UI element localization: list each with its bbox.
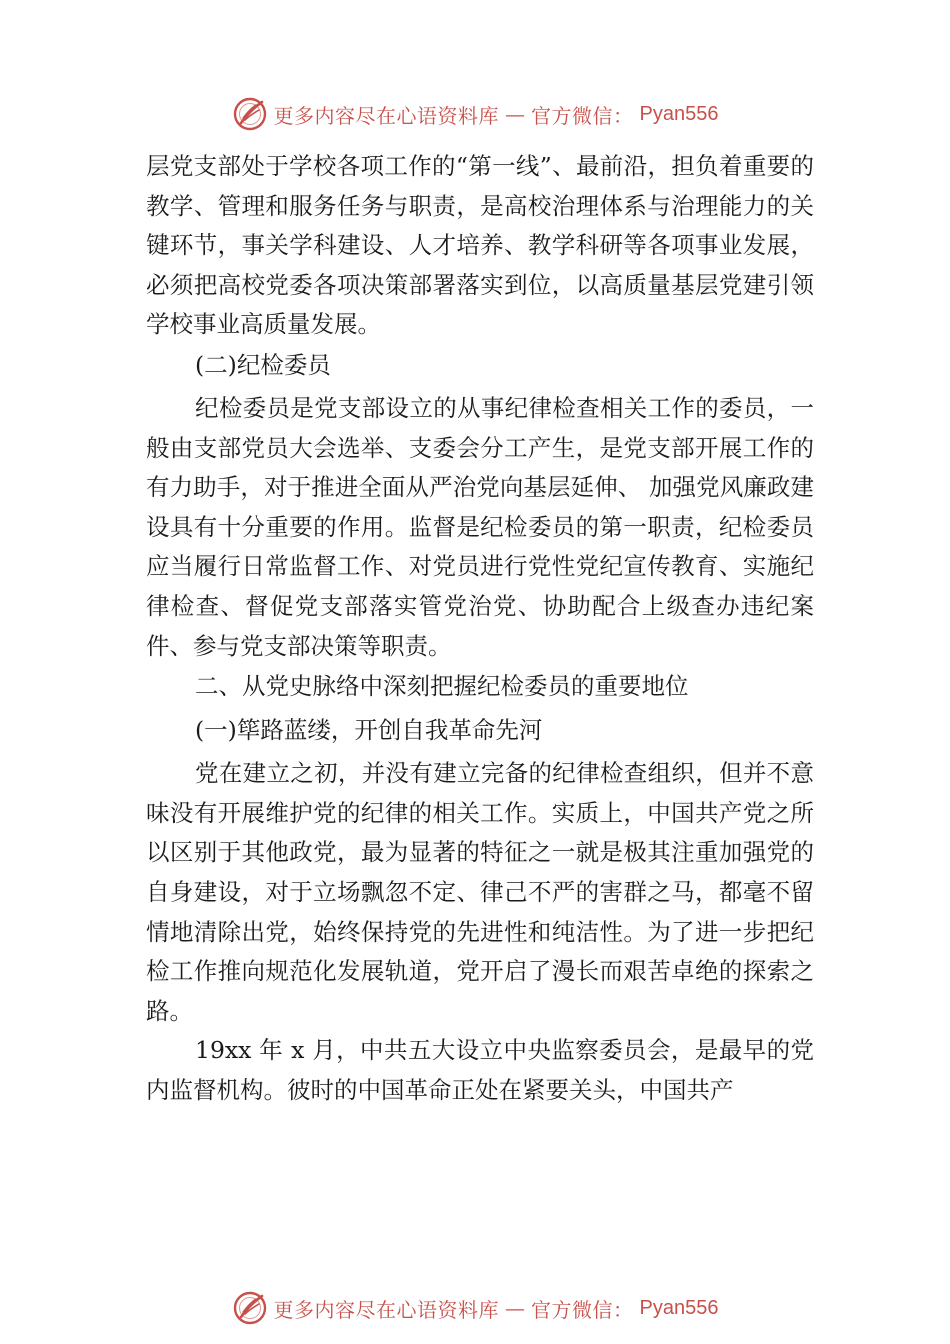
footer-official-text: 官方微信：: [531, 1297, 634, 1322]
heading-section-two: 二、从党史脉络中深刻把握纪检委员的重要地位: [195, 672, 689, 701]
header-separator: —: [505, 102, 526, 126]
paragraph-3: 党在建立之初，并没有建立完备的纪律检查组织，但并不意味没有开展维护党的纪律的相关工作。实质上，中国共产党之所以区别于其他政党，最为显著的特征之一就是极其注重加强党的自身建设，对于立场飘忽不定、律己不严的害群之马，都毫不留情地清除出党，始终保持党的先进性和纯洁性。为了进一步把纪检工作推向规范化发展轨道，党开启了漫长而艰苦卓绝的探索之路。: [146, 759, 814, 1025]
header-account-id: Pyan556: [639, 102, 719, 125]
footer-site-text: 更多内容尽在心语资料库: [273, 1297, 500, 1322]
quill-seal-icon: [232, 1290, 268, 1326]
paragraph-4: 19xx 年 x 月，中共五大设立中央监察委员会，是最早的党内监督机构。彼时的中国革命正处在紧要关头，中国共产: [146, 1036, 814, 1104]
heading-discipline-member: (二)纪检委员: [195, 350, 331, 379]
header-watermark: [0, 94, 950, 134]
paragraph-1: 层党支部处于学校各项工作的“第一线”、最前沿，担负着重要的教学、管理和服务任务与职责，是高校治理体系与治理能力的关键环节，事关学科建设、人才培养、教学科研等各项事业发展，必须把高校党委各项决策部署落实到位，以高质量基层党建引领学校事业高质量发展。: [146, 152, 814, 339]
document-body: [146, 147, 814, 1110]
heading-subsection-one: (一)筚路蓝缕，开创自我革命先河: [195, 716, 543, 745]
paragraph-2: 纪检委员是党支部设立的从事纪律检查相关工作的委员，一般由支部党员大会选举、支委会分工产生，是党支部开展工作的有力助手，对于推进全面从严治党向基层延伸、 加强党风廉政建设具有十分重要的作用。监督是纪检委员的第一职责，纪检委员应当履行日常监督工作、对党员进行党性党纪宣传教育、实施纪律检查、督促党支部落实管党治党、协助配合上级查办违纪案件、参与党支部决策等职责。: [146, 393, 814, 660]
quill-seal-icon: [232, 96, 268, 132]
footer-watermark: [0, 1288, 950, 1328]
footer-separator: —: [505, 1296, 526, 1320]
footer-account-id: Pyan556: [639, 1296, 719, 1319]
header-site-text: 更多内容尽在心语资料库: [273, 103, 500, 128]
header-official-text: 官方微信：: [531, 103, 634, 128]
